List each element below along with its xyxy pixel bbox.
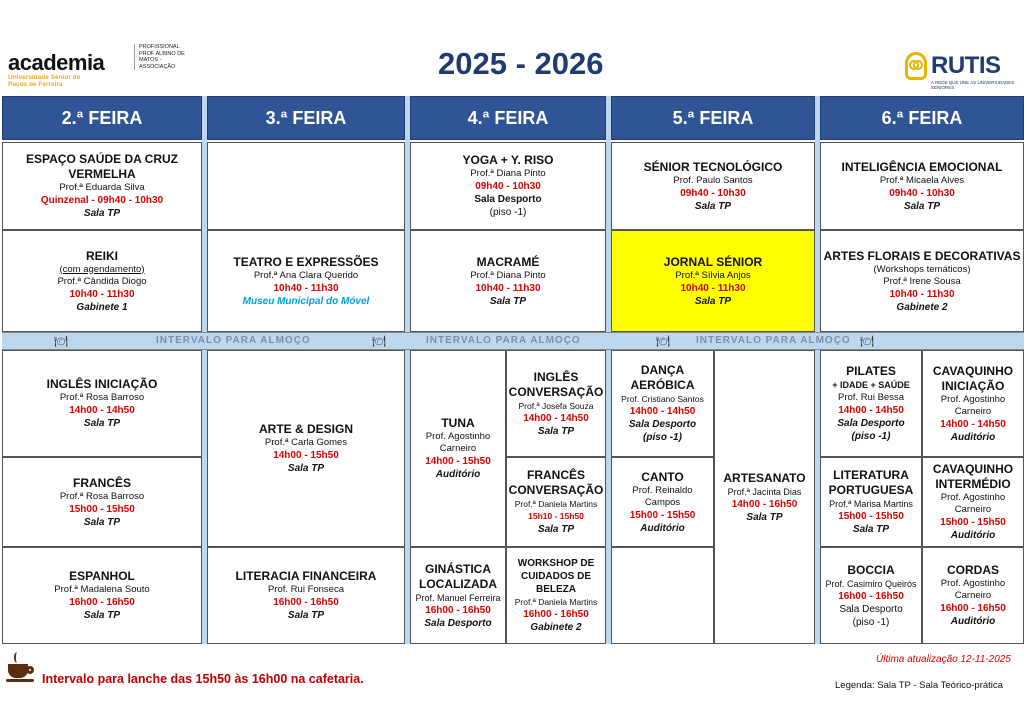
class-time: 16h00 - 16h50 xyxy=(69,597,135,608)
class-title: JORNAL SÉNIOR xyxy=(663,254,763,269)
class-cell-thu-2 xyxy=(611,230,815,332)
class-title: CORDAS xyxy=(946,563,999,577)
class-cell-thu-1 xyxy=(611,142,815,230)
owl-icon xyxy=(905,52,927,80)
class-title: SÉNIOR TECNOLÓGICO xyxy=(643,159,783,174)
class-cell-fri-2 xyxy=(820,230,1024,332)
class-room: Sala Desporto xyxy=(837,418,905,429)
day-header-wednesday: 4.ª FEIRA xyxy=(410,96,606,140)
academia-brand: academia xyxy=(8,50,105,75)
class-cell-mon-1 xyxy=(2,142,202,230)
class-title: WORKSHOP DE xyxy=(517,558,595,569)
class-time: 10h40 - 11h30 xyxy=(680,282,746,294)
class-teacher: Prof. Agostinho xyxy=(940,393,1006,405)
class-teacher: Prof.ª Diana Pinto xyxy=(470,269,546,281)
class-teacher: Prof.ª Micaela Alves xyxy=(879,174,965,186)
class-cell-thu-3 xyxy=(611,350,714,457)
class-time: 10h40 - 11h30 xyxy=(889,288,955,300)
last-updated: Última atualização 12-11-2025 xyxy=(876,654,1011,665)
class-time: 14h00 - 14h50 xyxy=(838,405,904,416)
class-title: TUNA xyxy=(441,416,475,430)
class-teacher: Prof. Paulo Santos xyxy=(673,174,753,186)
legend: Legenda: Sala TP - Sala Teórico-prática xyxy=(835,680,1003,691)
class-room: Sala TP xyxy=(83,610,121,621)
class-cell-fri-1 xyxy=(820,142,1024,230)
class-cell-mon-5 xyxy=(2,547,202,644)
class-title-line2: INTERMÉDIO xyxy=(935,477,1011,491)
class-room: Sala TP xyxy=(83,418,121,429)
day-header-friday: 6.ª FEIRA xyxy=(820,96,1024,140)
class-room: Sala TP xyxy=(83,208,121,219)
class-title: LITERACIA FINANCEIRA xyxy=(235,569,377,583)
class-teacher: Prof.ª Irene Sousa xyxy=(883,275,961,287)
empty-cell xyxy=(611,547,714,644)
rutis-logo xyxy=(905,50,1023,90)
class-title-line3: BELEZA xyxy=(536,584,576,595)
class-title-line2: CONVERSAÇÃO xyxy=(508,384,604,399)
class-teacher: Prof. Rui Fonseca xyxy=(267,584,345,595)
class-teacher: Prof.ª Ana Clara Querido xyxy=(253,269,359,281)
class-teacher: Prof.ª Rosa Barroso xyxy=(59,490,145,502)
class-teacher-surname: Carneiro xyxy=(954,405,992,417)
class-teacher: Prof.ª Daniela Martins xyxy=(514,499,598,509)
class-time: 16h00 - 16h50 xyxy=(838,590,904,602)
class-cell-fri-5 xyxy=(820,457,922,547)
class-teacher: Prof.ª Eduarda Silva xyxy=(59,182,145,193)
class-time: 15h00 - 15h50 xyxy=(69,503,135,515)
class-cell-fri-4 xyxy=(922,350,1024,457)
class-room: Gabinete 1 xyxy=(76,301,128,313)
class-title: CAVAQUINHO xyxy=(932,363,1014,378)
schedule-grid xyxy=(2,96,1024,644)
class-teacher: Prof. Reinaldo xyxy=(632,484,693,496)
class-time: 16h00 - 16h50 xyxy=(273,597,339,608)
class-room: Sala TP xyxy=(489,295,527,307)
class-teacher: Prof.ª Daniela Martins xyxy=(514,597,598,607)
class-room: Auditório xyxy=(950,530,996,541)
rutis-tagline: A REDE QUE UNE AS UNIVERSIDADES SENIORES xyxy=(931,80,1015,90)
class-room: Sala TP xyxy=(287,610,325,621)
class-teacher: Prof.ª Marisa Martins xyxy=(829,499,913,509)
cutlery-icon: 🍽 xyxy=(860,336,874,348)
class-cell-fri-7 xyxy=(820,547,922,644)
class-title: INTELIGÊNCIA EMOCIONAL xyxy=(841,159,1003,174)
class-room: Sala Desporto xyxy=(424,617,492,629)
class-teacher-surname: Campos xyxy=(644,496,681,508)
class-teacher: Prof. Agostinho xyxy=(940,578,1006,589)
class-cell-thu-5 xyxy=(714,350,815,644)
academia-logo xyxy=(8,42,188,92)
class-cell-fri-3 xyxy=(820,350,922,457)
class-room: Sala TP xyxy=(694,295,732,307)
class-title: LITERATURA xyxy=(833,468,909,482)
class-title: INGLÊS xyxy=(533,369,579,384)
class-room: Auditório xyxy=(640,522,685,534)
class-subtitle: + IDADE + SAÚDE xyxy=(832,380,910,390)
class-room: Auditório xyxy=(435,469,481,480)
class-room: Gabinete 2 xyxy=(530,622,582,633)
class-room: Auditório xyxy=(950,431,996,443)
class-title: ESPAÇO SAÚDE DA CRUZ VERMELHA xyxy=(25,152,178,181)
rutis-name: RUTIS xyxy=(931,52,1001,79)
class-cell-wed-1 xyxy=(410,142,606,230)
class-title: CANTO xyxy=(641,469,684,484)
class-time: 14h00 - 14h50 xyxy=(523,412,589,424)
lunch-label: INTERVALO PARA ALMOÇO xyxy=(156,335,311,346)
class-time: 15h00 - 15h50 xyxy=(629,509,696,521)
class-note: (Workshops temáticos) xyxy=(873,263,971,275)
day-header-thursday: 5.ª FEIRA xyxy=(611,96,815,140)
day-header-monday: 2.ª FEIRA xyxy=(2,96,202,140)
class-room-floor: (piso -1) xyxy=(852,616,890,628)
class-teacher: Prof.ª Sílvia Anjos xyxy=(675,269,751,281)
cutlery-icon: 🍽 xyxy=(656,336,670,348)
class-title-line2: LOCALIZADA xyxy=(419,576,497,591)
academia-side-text: PROFISSIONAL PROF ALBINO DE MATOS - ASSOCIAÇÃO xyxy=(134,44,190,70)
class-teacher-surname: Carneiro xyxy=(954,590,992,601)
class-teacher: Prof.ª Jacinta Dias xyxy=(727,486,802,497)
class-cell-wed-3 xyxy=(410,350,506,547)
class-time: 15h10 - 15h50 xyxy=(528,511,584,521)
class-title: YOGA + Y. RISO xyxy=(462,153,554,167)
class-time: 16h00 - 16h50 xyxy=(523,609,589,620)
class-teacher: Prof.ª Madalena Souto xyxy=(54,584,150,595)
class-title: BOCCIA xyxy=(847,562,895,577)
class-time: 14h00 - 15h50 xyxy=(425,456,491,467)
class-cell-mon-2 xyxy=(2,230,202,332)
class-title-line2: AERÓBICA xyxy=(630,378,695,392)
class-time: 14h00 - 16h50 xyxy=(731,498,798,510)
class-title: ESPANHOL xyxy=(69,569,135,583)
class-cell-thu-4 xyxy=(611,457,714,547)
class-cell-mon-3 xyxy=(2,350,202,457)
class-time: 15h00 - 15h50 xyxy=(838,511,904,522)
class-cell-wed-5 xyxy=(506,457,606,547)
class-title: REIKI xyxy=(85,248,118,263)
class-time: 10h40 - 11h30 xyxy=(273,282,339,294)
class-time: 14h00 - 14h50 xyxy=(940,418,1006,430)
class-teacher-surname: Carneiro xyxy=(954,504,992,515)
class-room: Sala TP xyxy=(852,524,890,535)
class-teacher: Prof.ª Rosa Barroso xyxy=(59,392,145,403)
class-time: 10h40 - 11h30 xyxy=(69,288,135,300)
class-title-line2: INICIAÇÃO xyxy=(941,378,1005,393)
class-title: INGLÊS INICIAÇÃO xyxy=(46,377,158,391)
class-room-floor: (piso -1) xyxy=(851,431,891,442)
class-teacher: Prof.ª Diana Pinto xyxy=(470,168,546,179)
class-teacher: Prof. Cristiano Santos xyxy=(621,394,704,404)
class-room: Sala Desporto xyxy=(628,419,697,430)
class-teacher: Prof. Agostinho xyxy=(940,492,1006,503)
class-cell-wed-7 xyxy=(506,547,606,644)
class-title: ARTE & DESIGN xyxy=(258,422,353,436)
snack-break-note: Intervalo para lanche das 15h50 às 16h00 na cafetaria. xyxy=(42,672,364,686)
class-title: ARTES FLORAIS E DECORATIVAS xyxy=(823,248,1021,263)
class-time: 14h00 - 14h50 xyxy=(69,405,135,416)
class-time: 09h40 - 10h30 xyxy=(475,181,541,192)
class-cell-tue-3 xyxy=(207,350,405,547)
class-teacher: Prof.ª Carla Gomes xyxy=(264,437,348,448)
class-time: 14h00 - 14h50 xyxy=(629,406,696,417)
class-teacher: Prof.ª Josefa Souza xyxy=(518,400,594,411)
academia-subtitle: Universidade Sénior de Paços de Ferreira xyxy=(8,74,81,88)
lunch-label: INTERVALO PARA ALMOÇO xyxy=(426,335,581,346)
class-time: 09h40 - 10h30 xyxy=(889,187,955,199)
class-room: Gabinete 2 xyxy=(896,301,948,313)
class-time: 10h40 - 11h30 xyxy=(475,282,541,294)
class-room: Sala TP xyxy=(746,511,783,523)
class-cell-tue-2 xyxy=(207,230,405,332)
class-cell-tue-5 xyxy=(207,547,405,644)
class-time: 15h00 - 15h50 xyxy=(940,517,1006,528)
class-cell-wed-6 xyxy=(410,547,506,644)
class-teacher: Prof. Agostinho xyxy=(425,431,491,442)
day-header-tuesday: 3.ª FEIRA xyxy=(207,96,405,140)
class-title-line2: CONVERSAÇÃO xyxy=(508,483,604,497)
lunch-label: INTERVALO PARA ALMOÇO xyxy=(696,335,851,346)
class-cell-wed-2 xyxy=(410,230,606,332)
class-time: 16h00 - 16h50 xyxy=(940,603,1006,614)
class-time: Quinzenal - 09h40 - 10h30 xyxy=(40,195,164,206)
class-room-floor: (piso -1) xyxy=(643,432,682,443)
class-room: Sala TP xyxy=(903,200,941,212)
class-title: PILATES xyxy=(846,364,896,378)
cutlery-icon: 🍽 xyxy=(54,336,68,348)
class-teacher: Prof. Manuel Ferreira xyxy=(415,592,501,603)
class-cell-fri-8 xyxy=(922,547,1024,644)
school-year: 2025 - 2026 xyxy=(438,46,604,81)
class-room: Sala Desporto xyxy=(474,194,542,205)
class-room: Sala TP xyxy=(83,516,121,528)
class-title: TEATRO E EXPRESSÕES xyxy=(233,254,379,269)
class-room: Sala TP xyxy=(694,200,732,212)
class-time: 14h00 - 15h50 xyxy=(273,450,339,461)
class-title: CAVAQUINHO xyxy=(932,462,1014,476)
empty-cell xyxy=(207,142,405,230)
class-room-floor: (piso -1) xyxy=(489,207,527,218)
class-room: Sala TP xyxy=(537,425,575,437)
class-teacher: Prof. Rui Bessa xyxy=(838,392,904,403)
class-room: Museu Municipal do Móvel xyxy=(242,295,370,307)
class-title: FRANCÊS xyxy=(72,475,131,490)
cutlery-icon: 🍽 xyxy=(372,336,386,348)
class-title-line2: PORTUGUESA xyxy=(828,483,914,497)
class-cell-fri-6 xyxy=(922,457,1024,547)
class-note: (com agendamento) xyxy=(59,263,145,275)
coffee-cup-icon xyxy=(6,652,36,684)
class-room: Sala TP xyxy=(287,463,325,474)
class-cell-wed-4 xyxy=(506,350,606,457)
class-title-line2: CUIDADOS DE xyxy=(520,571,591,582)
class-teacher-surname: Carneiro xyxy=(439,443,477,454)
class-time: 16h00 - 16h50 xyxy=(425,604,491,616)
class-room: Auditório xyxy=(950,616,996,627)
class-room: Sala Desporto xyxy=(839,603,903,615)
class-title: ARTESANATO xyxy=(723,470,806,485)
class-title: FRANCÊS xyxy=(526,468,585,482)
class-title: GINÁSTICA xyxy=(425,561,491,576)
class-title: DANÇA xyxy=(640,363,685,377)
class-cell-mon-4 xyxy=(2,457,202,547)
class-title: MACRAMÉ xyxy=(476,254,540,269)
lunch-break-band xyxy=(2,332,1024,350)
class-time: 09h40 - 10h30 xyxy=(680,187,746,199)
class-teacher: Prof.ª Cândida Diogo xyxy=(57,275,147,287)
class-teacher: Prof. Casimiro Queirós xyxy=(825,578,917,589)
class-room: Sala TP xyxy=(537,524,575,535)
